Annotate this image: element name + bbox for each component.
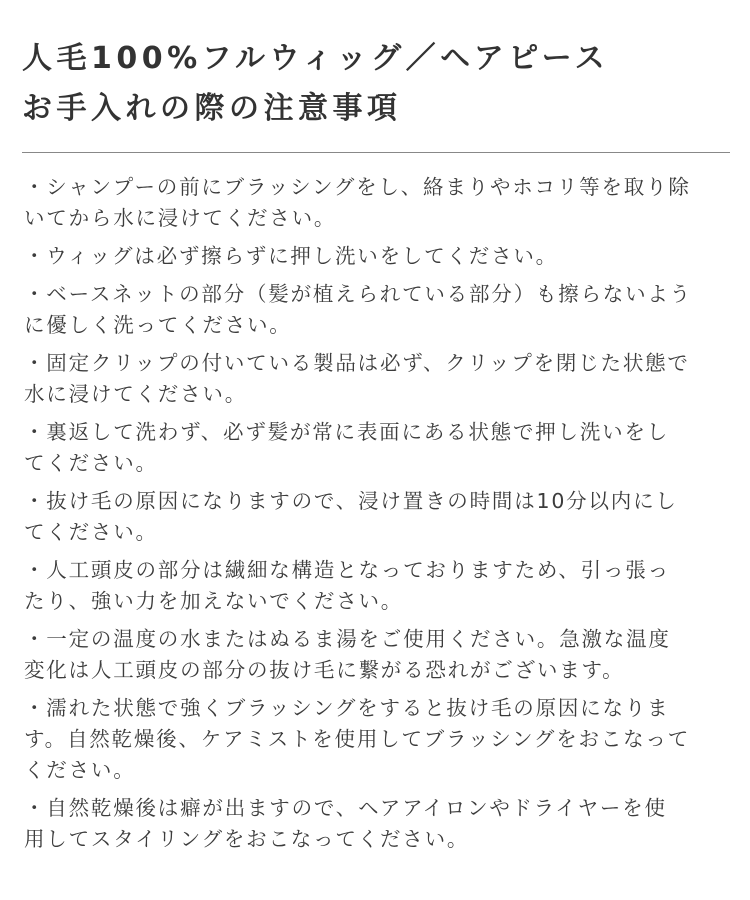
care-note-item xyxy=(24,172,734,234)
care-note-line: ・一定の温度の水またはぬるま湯をご使用ください。急激な温度 xyxy=(24,627,671,651)
care-note-line: 用してスタイリングをおこなってください。 xyxy=(24,827,470,851)
page-title xyxy=(22,34,609,134)
care-note-line: たり、強い力を加えないでください。 xyxy=(24,589,404,613)
care-note-line: に優しく洗ってください。 xyxy=(24,313,292,337)
care-note-item xyxy=(24,241,734,272)
care-notes-list xyxy=(24,172,734,862)
care-note-item xyxy=(24,417,734,479)
care-note-line: てください。 xyxy=(24,520,158,544)
care-note-line: ・シャンプーの前にブラッシングをし、絡まりやホコリ等を取り除 xyxy=(24,175,691,199)
care-note-line: 水に浸けてください。 xyxy=(24,382,247,406)
title-line-2: お手入れの際の注意事項 xyxy=(22,91,402,126)
care-note-line: ください。 xyxy=(24,758,136,782)
care-note-item xyxy=(24,555,734,617)
care-note-item xyxy=(24,693,734,786)
care-note-line: ・裏返して洗わず、必ず髪が常に表面にある状態で押し洗いをし xyxy=(24,420,670,444)
care-note-line: ・固定クリップの付いている製品は必ず、クリップを閉じた状態で xyxy=(24,351,690,375)
care-note-line: ・自然乾燥後は癖が出ますので、ヘアアイロンやドライヤーを使 xyxy=(24,796,667,820)
title-line-1: 人毛100%フルウィッグ／ヘアピース xyxy=(22,41,610,76)
care-note-line: す。自然乾燥後、ケアミストを使用してブラッシングをおこなって xyxy=(24,727,691,751)
care-note-item xyxy=(24,486,734,548)
care-note-item xyxy=(24,279,734,341)
care-note-item xyxy=(24,348,734,410)
care-note-item xyxy=(24,624,734,686)
care-note-line: ・人工頭皮の部分は繊細な構造となっておりますため、引っ張っ xyxy=(24,558,670,582)
care-note-line: ・ウィッグは必ず擦らずに押し洗いをしてください。 xyxy=(24,244,558,268)
care-note-line: ・抜け毛の原因になりますので、浸け置きの時間は10分以内にし xyxy=(24,489,678,513)
care-note-line: ・ベースネットの部分（髪が植えられている部分）も擦らないよう xyxy=(24,282,692,306)
care-note-line: いてから水に浸けてください。 xyxy=(24,206,337,230)
care-note-line: ・濡れた状態で強くブラッシングをすると抜け毛の原因になりま xyxy=(24,696,670,720)
care-note-line: てください。 xyxy=(24,451,158,475)
care-note-line: 変化は人工頭皮の部分の抜け毛に繋がる恐れがございます。 xyxy=(24,658,625,682)
care-note-item xyxy=(24,793,734,855)
divider xyxy=(22,152,730,153)
